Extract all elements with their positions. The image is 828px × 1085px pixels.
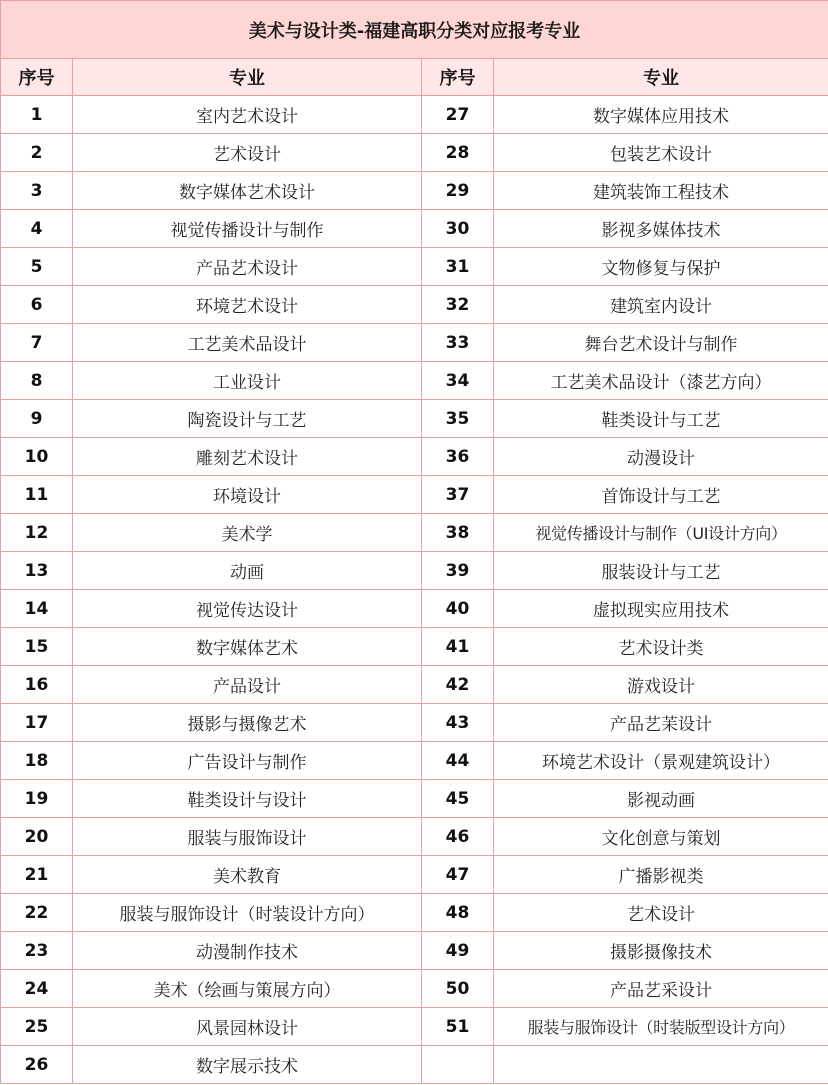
table-row	[1, 172, 828, 210]
major-name-left: 服装与服饰设计（时装设计方向）	[73, 894, 422, 932]
major-name-right: 包装艺术设计	[494, 134, 828, 172]
table-row	[1, 742, 828, 780]
row-number-right: 45	[422, 780, 494, 818]
major-name-right: 文物修复与保护	[494, 248, 828, 286]
major-name-left: 动画	[73, 552, 422, 590]
major-name-left: 陶瓷设计与工艺	[73, 400, 422, 438]
row-number-right: 31	[422, 248, 494, 286]
major-name-right: 首饰设计与工艺	[494, 476, 828, 514]
table-row	[1, 210, 828, 248]
row-number-right	[422, 1046, 494, 1084]
major-name-right: 鞋类设计与工艺	[494, 400, 828, 438]
table-row	[1, 134, 828, 172]
table-row	[1, 96, 828, 134]
row-number-right: 37	[422, 476, 494, 514]
row-number-left: 19	[1, 780, 73, 818]
major-name-right: 文化创意与策划	[494, 818, 828, 856]
table-title: 美术与设计类-福建高职分类对应报考专业	[1, 1, 828, 59]
table-row	[1, 286, 828, 324]
table-row	[1, 1046, 828, 1084]
table-row	[1, 362, 828, 400]
major-name-left: 美术学	[73, 514, 422, 552]
major-name-right: 影视多媒体技术	[494, 210, 828, 248]
major-name-right: 摄影摄像技术	[494, 932, 828, 970]
major-name-left: 视觉传播设计与制作	[73, 210, 422, 248]
row-number-left: 12	[1, 514, 73, 552]
table-row	[1, 552, 828, 590]
row-number-right: 47	[422, 856, 494, 894]
major-name-right: 舞台艺术设计与制作	[494, 324, 828, 362]
row-number-left: 24	[1, 970, 73, 1008]
major-name-right: 产品艺采设计	[494, 970, 828, 1008]
major-name-left: 数字展示技术	[73, 1046, 422, 1084]
row-number-right: 42	[422, 666, 494, 704]
major-name-left: 动漫制作技术	[73, 932, 422, 970]
major-name-right: 影视动画	[494, 780, 828, 818]
header-major-left: 专业	[73, 59, 422, 96]
row-number-left: 21	[1, 856, 73, 894]
row-number-left: 9	[1, 400, 73, 438]
row-number-right: 36	[422, 438, 494, 476]
table-row	[1, 438, 828, 476]
row-number-right: 48	[422, 894, 494, 932]
major-name-right	[494, 1046, 828, 1084]
major-name-right: 工艺美术品设计（漆艺方向）	[494, 362, 828, 400]
row-number-left: 17	[1, 704, 73, 742]
row-number-left: 14	[1, 590, 73, 628]
row-number-right: 40	[422, 590, 494, 628]
row-number-left: 20	[1, 818, 73, 856]
major-name-right: 数字媒体应用技术	[494, 96, 828, 134]
major-name-left: 室内艺术设计	[73, 96, 422, 134]
major-name-right: 服装与服饰设计（时装版型设计方向）	[494, 1008, 828, 1046]
row-number-right: 41	[422, 628, 494, 666]
major-name-right: 游戏设计	[494, 666, 828, 704]
row-number-right: 30	[422, 210, 494, 248]
major-name-right: 建筑装饰工程技术	[494, 172, 828, 210]
major-name-right: 艺术设计	[494, 894, 828, 932]
major-name-left: 广告设计与制作	[73, 742, 422, 780]
header-row	[1, 59, 828, 96]
table-row	[1, 514, 828, 552]
major-name-left: 工艺美术品设计	[73, 324, 422, 362]
table-row	[1, 476, 828, 514]
major-name-right: 艺术设计类	[494, 628, 828, 666]
row-number-right: 27	[422, 96, 494, 134]
major-name-left: 视觉传达设计	[73, 590, 422, 628]
major-name-left: 美术（绘画与策展方向）	[73, 970, 422, 1008]
row-number-right: 51	[422, 1008, 494, 1046]
major-name-left: 工业设计	[73, 362, 422, 400]
major-name-left: 艺术设计	[73, 134, 422, 172]
row-number-right: 33	[422, 324, 494, 362]
major-name-left: 服装与服饰设计	[73, 818, 422, 856]
major-name-left: 摄影与摄像艺术	[73, 704, 422, 742]
row-number-left: 26	[1, 1046, 73, 1084]
major-name-right: 环境艺术设计（景观建筑设计）	[494, 742, 828, 780]
row-number-left: 6	[1, 286, 73, 324]
table-row	[1, 590, 828, 628]
major-name-left: 数字媒体艺术设计	[73, 172, 422, 210]
header-num-left: 序号	[1, 59, 73, 96]
table-row	[1, 400, 828, 438]
row-number-right: 28	[422, 134, 494, 172]
major-name-right: 服装设计与工艺	[494, 552, 828, 590]
row-number-right: 35	[422, 400, 494, 438]
major-name-left: 风景园林设计	[73, 1008, 422, 1046]
row-number-right: 32	[422, 286, 494, 324]
table-row	[1, 932, 828, 970]
header-num-right: 序号	[422, 59, 494, 96]
row-number-left: 7	[1, 324, 73, 362]
row-number-right: 46	[422, 818, 494, 856]
title-row	[1, 1, 828, 59]
row-number-left: 15	[1, 628, 73, 666]
row-number-left: 3	[1, 172, 73, 210]
table-row	[1, 704, 828, 742]
row-number-left: 8	[1, 362, 73, 400]
major-name-left: 雕刻艺术设计	[73, 438, 422, 476]
major-name-left: 产品艺术设计	[73, 248, 422, 286]
row-number-left: 1	[1, 96, 73, 134]
table-row	[1, 324, 828, 362]
row-number-left: 10	[1, 438, 73, 476]
row-number-left: 5	[1, 248, 73, 286]
major-name-left: 产品设计	[73, 666, 422, 704]
row-number-right: 29	[422, 172, 494, 210]
table-row	[1, 894, 828, 932]
major-name-right: 视觉传播设计与制作（UI设计方向）	[494, 514, 828, 552]
row-number-left: 18	[1, 742, 73, 780]
row-number-left: 22	[1, 894, 73, 932]
table-row	[1, 1008, 828, 1046]
table-row	[1, 666, 828, 704]
major-name-left: 美术教育	[73, 856, 422, 894]
major-name-left: 环境设计	[73, 476, 422, 514]
row-number-left: 25	[1, 1008, 73, 1046]
table-row	[1, 628, 828, 666]
row-number-right: 34	[422, 362, 494, 400]
row-number-left: 2	[1, 134, 73, 172]
major-name-right: 广播影视类	[494, 856, 828, 894]
table-row	[1, 856, 828, 894]
row-number-right: 43	[422, 704, 494, 742]
table-row	[1, 970, 828, 1008]
row-number-left: 4	[1, 210, 73, 248]
row-number-right: 39	[422, 552, 494, 590]
row-number-right: 49	[422, 932, 494, 970]
row-number-right: 50	[422, 970, 494, 1008]
major-name-left: 数字媒体艺术	[73, 628, 422, 666]
table-row	[1, 780, 828, 818]
major-name-right: 动漫设计	[494, 438, 828, 476]
major-name-right: 虚拟现实应用技术	[494, 590, 828, 628]
major-name-left: 鞋类设计与设计	[73, 780, 422, 818]
major-name-right: 产品艺苿设计	[494, 704, 828, 742]
major-name-right: 建筑室内设计	[494, 286, 828, 324]
major-name-left: 环境艺术设计	[73, 286, 422, 324]
row-number-right: 38	[422, 514, 494, 552]
row-number-left: 13	[1, 552, 73, 590]
header-major-right: 专业	[494, 59, 828, 96]
row-number-right: 44	[422, 742, 494, 780]
row-number-left: 16	[1, 666, 73, 704]
table-row	[1, 248, 828, 286]
table-row	[1, 818, 828, 856]
row-number-left: 11	[1, 476, 73, 514]
row-number-left: 23	[1, 932, 73, 970]
